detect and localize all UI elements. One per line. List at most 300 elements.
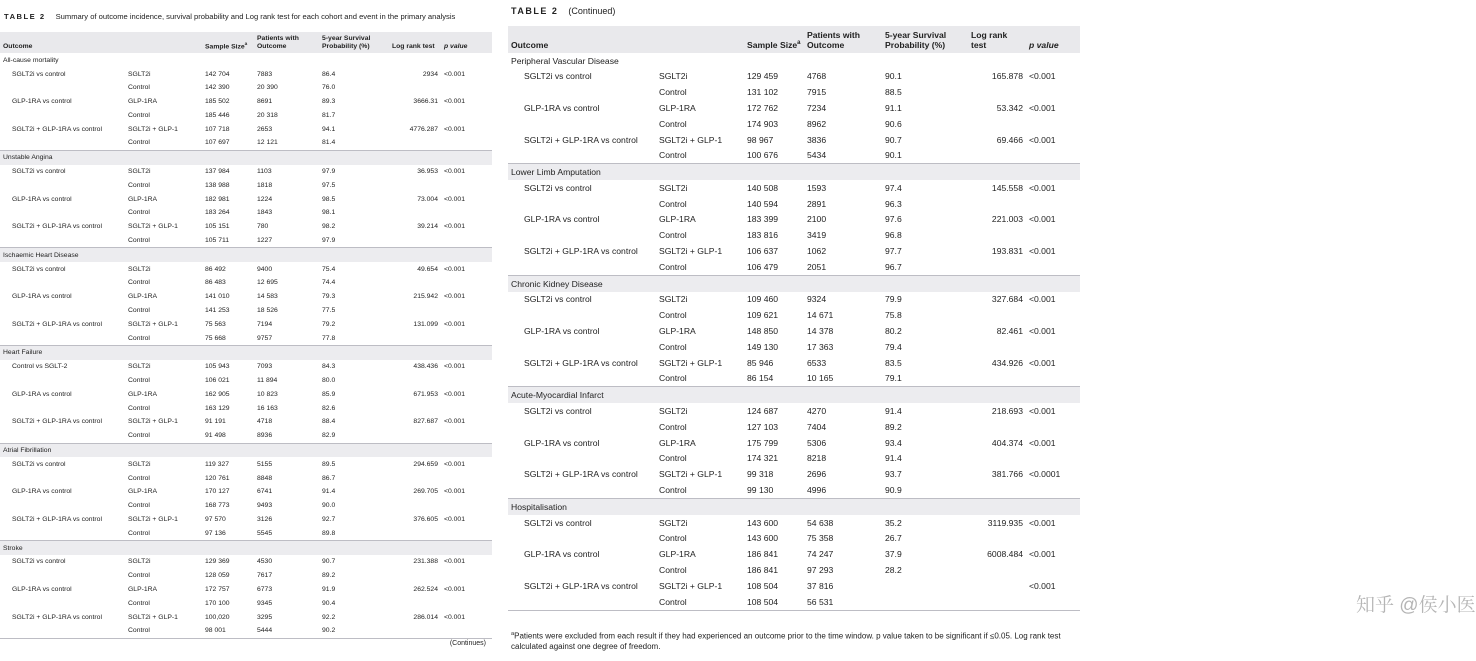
table-row — [508, 594, 1080, 610]
table-row — [0, 317, 492, 331]
table-caption — [511, 6, 1080, 26]
logrank-cell: 3666.31 — [413, 98, 438, 106]
logrank-cell: 2934 — [422, 70, 438, 78]
comparison-cell: GLP-1RA vs control — [12, 195, 72, 203]
cohort-cell: Control — [659, 310, 687, 321]
table-row — [0, 304, 492, 318]
logrank-cell — [968, 339, 1026, 355]
sample-size-cell: 172 757 — [205, 585, 230, 593]
pvalue-cell: <0.001 — [444, 223, 465, 231]
comparison-cell: SGLT2i + GLP-1RA vs control — [524, 134, 638, 145]
patients-cell: 9757 — [254, 331, 319, 345]
sample-size-cell: 141 253 — [205, 307, 230, 315]
table-row — [508, 84, 1080, 100]
table-row — [0, 136, 492, 150]
cohort-cell: SGLT2i — [659, 406, 688, 417]
logrank-cell: 53.342 — [996, 102, 1023, 113]
col-header-survival: 5-year Survival Probability (%) — [882, 26, 968, 53]
patients-cell: 6773 — [257, 585, 273, 593]
comparison-cell: SGLT2i vs control — [524, 517, 592, 528]
survival-cell: 79.9 — [885, 294, 902, 305]
sample-size-cell: 170 100 — [205, 599, 230, 607]
patients-cell: 10 823 — [257, 390, 278, 398]
table-row — [0, 331, 492, 345]
table-footnote: $^a$Patients were excluded from each result if they had experienced an outcome prior to the time window. p value taken to be significant if ≤0.05. Log rank test calculated against one degree of freedom. — [511, 631, 1061, 652]
table-row — [508, 116, 1080, 132]
survival-cell: 81.7 — [322, 111, 336, 119]
section-title: Lower Limb Amputation — [508, 164, 1080, 180]
sample-size-cell: 99 130 — [744, 482, 804, 498]
patients-cell: 8848 — [257, 474, 273, 482]
comparison-cell — [508, 84, 656, 100]
survival-cell: 90.4 — [322, 599, 336, 607]
comparison-cell — [508, 482, 656, 498]
table-row — [0, 583, 492, 597]
table-row — [0, 374, 492, 388]
cohort-cell: SGLT2i — [128, 168, 151, 176]
survival-cell: 89.5 — [322, 460, 336, 468]
sample-size-cell: 163 129 — [205, 404, 230, 412]
logrank-cell — [389, 569, 441, 583]
table-body — [508, 53, 1080, 610]
col-header-patients: Patients with Outcome — [804, 26, 882, 53]
pvalue-cell: <0.001 — [444, 460, 465, 468]
logrank-cell: 39.214 — [417, 223, 438, 231]
cohort-cell: Control — [659, 230, 687, 241]
logrank-cell — [389, 526, 441, 540]
patients-cell: 9493 — [257, 502, 273, 510]
cohort-cell: Control — [659, 421, 687, 432]
table-row — [0, 122, 492, 136]
survival-cell: 90.9 — [882, 482, 968, 498]
survival-cell: 37.9 — [885, 549, 902, 560]
cohort-cell: SGLT2i — [659, 71, 688, 82]
col-header-blank — [125, 32, 202, 53]
survival-cell: 90.6 — [885, 118, 902, 129]
logrank-cell — [968, 531, 1026, 547]
comparison-cell — [0, 206, 125, 220]
survival-cell: 35.2 — [885, 517, 902, 528]
table-row — [0, 429, 492, 443]
sample-size-cell: 143 600 — [747, 517, 779, 528]
cohort-cell: GLP-1RA — [659, 549, 696, 560]
sample-size-cell: 91 191 — [205, 418, 226, 426]
logrank-cell — [389, 499, 441, 513]
patients-cell: 3295 — [257, 613, 273, 621]
cohort-cell: SGLT2i + GLP-1 — [659, 469, 723, 480]
patients-cell: 14 671 — [807, 310, 834, 321]
survival-cell: 98.1 — [322, 209, 336, 217]
pvalue-cell — [441, 526, 492, 540]
sample-size-cell: 185 502 — [205, 98, 230, 106]
table-row — [508, 147, 1080, 163]
cohort-cell: Control — [659, 341, 687, 352]
cohort-cell: Control — [125, 624, 202, 638]
survival-cell: 80.0 — [322, 377, 336, 385]
survival-cell: 90.0 — [322, 502, 336, 510]
pvalue-cell: <0.001 — [1029, 71, 1056, 82]
comparison-cell — [0, 526, 125, 540]
patients-cell: 5306 — [807, 437, 827, 448]
table-header-row — [508, 26, 1080, 53]
cohort-cell: Control — [128, 404, 150, 412]
section-title: Acute-Myocardial Infarct — [508, 387, 1080, 403]
sample-size-cell: 75 668 — [202, 331, 254, 345]
patients-cell: 1103 — [257, 168, 272, 176]
sample-size-cell: 98 001 — [202, 624, 254, 638]
table-row — [508, 451, 1080, 467]
survival-cell: 93.4 — [885, 437, 902, 448]
logrank-cell — [968, 594, 1026, 610]
sample-size-cell: 162 905 — [205, 390, 230, 398]
sample-size-cell: 119 327 — [205, 460, 230, 468]
comparison-cell: GLP-1RA vs control — [524, 326, 600, 337]
logrank-cell: 438.436 — [413, 363, 438, 371]
cohort-cell: SGLT2i — [659, 294, 688, 305]
table-header-row — [0, 32, 492, 53]
survival-cell: 90.7 — [885, 134, 902, 145]
comparison-cell — [508, 227, 656, 243]
survival-cell: 91.4 — [885, 406, 902, 417]
logrank-cell: 73.004 — [417, 195, 438, 203]
comparison-cell — [508, 339, 656, 355]
comparison-cell — [508, 531, 656, 547]
logrank-cell: 6008.484 — [987, 549, 1023, 560]
table-row — [508, 100, 1080, 116]
logrank-cell — [968, 562, 1026, 578]
patients-cell: 8936 — [254, 429, 319, 443]
logrank-cell: 434.926 — [991, 357, 1023, 368]
sample-size-cell: 149 130 — [747, 341, 779, 352]
table-row — [0, 276, 492, 290]
table-row — [0, 499, 492, 513]
section-title: Hospitalisation — [508, 498, 1080, 514]
comparison-cell — [508, 307, 656, 323]
sample-size-cell: 129 459 — [747, 71, 779, 82]
comparison-cell: SGLT2i + GLP-1RA vs control — [12, 223, 102, 231]
table-row — [508, 371, 1080, 387]
cohort-cell: SGLT2i + GLP-1 — [128, 516, 178, 523]
table-row — [0, 165, 492, 179]
comparison-cell: SGLT2i vs control — [524, 294, 592, 305]
sample-size-cell: 142 704 — [205, 70, 230, 78]
sample-size-cell: 105 711 — [202, 234, 254, 248]
cohort-cell: GLP-1RA — [128, 98, 158, 106]
survival-cell: 28.2 — [885, 565, 902, 576]
sample-size-cell: 98 967 — [747, 134, 774, 145]
table-row — [508, 482, 1080, 498]
comparison-cell: SGLT2i + GLP-1RA vs control — [12, 613, 102, 621]
sample-size-cell: 100,020 — [205, 613, 230, 621]
patients-cell: 1224 — [257, 195, 273, 203]
pvalue-cell: <0.001 — [1029, 102, 1056, 113]
sample-size-cell: 97 570 — [205, 516, 226, 523]
section-header-row — [0, 443, 492, 457]
survival-cell: 77.8 — [319, 331, 389, 345]
logrank-cell: 231.388 — [413, 558, 438, 566]
pvalue-cell: <0.001 — [1029, 549, 1056, 560]
logrank-cell: 671.953 — [413, 390, 438, 398]
table-row — [0, 610, 492, 624]
cohort-cell: Control — [128, 572, 150, 580]
cohort-cell: Control — [656, 594, 744, 610]
sample-size-cell: 186 841 — [747, 565, 779, 576]
logrank-cell: 404.374 — [991, 437, 1023, 448]
sample-size-cell: 106 637 — [747, 246, 779, 257]
outcome-table — [0, 32, 492, 639]
sample-size-cell: 91 498 — [202, 429, 254, 443]
comparison-cell — [0, 429, 125, 443]
patients-cell: 6533 — [807, 357, 827, 368]
patients-cell: 97 293 — [807, 565, 834, 576]
pvalue-cell — [441, 624, 492, 638]
pvalue-cell — [1026, 419, 1080, 435]
continues-note: (Continues) — [449, 640, 486, 647]
patients-cell: 74 247 — [807, 549, 834, 560]
pvalue-cell — [1026, 259, 1080, 275]
survival-cell: 97.6 — [885, 214, 902, 225]
pvalue-cell — [1026, 84, 1080, 100]
survival-cell: 92.2 — [322, 613, 336, 621]
survival-cell: 77.5 — [322, 307, 336, 315]
logrank-cell: 269.705 — [413, 488, 438, 496]
pvalue-cell: <0.001 — [444, 293, 465, 301]
comparison-cell — [508, 562, 656, 578]
pvalue-cell: <0.001 — [444, 70, 465, 78]
survival-cell: 76.0 — [322, 84, 336, 92]
pvalue-cell: <0.001 — [444, 558, 465, 566]
logrank-cell: 294.659 — [413, 460, 438, 468]
pvalue-cell: <0.001 — [444, 613, 465, 621]
cohort-cell: SGLT2i — [659, 182, 688, 193]
patients-cell: 4996 — [804, 482, 882, 498]
table-row — [0, 192, 492, 206]
comparison-cell — [0, 136, 125, 150]
logrank-cell: 4776.287 — [409, 125, 438, 133]
logrank-cell: 145.558 — [991, 182, 1023, 193]
table-row — [0, 67, 492, 81]
cohort-cell: GLP-1RA — [659, 437, 696, 448]
pvalue-cell — [441, 206, 492, 220]
patients-cell: 9324 — [807, 294, 827, 305]
sample-size-cell: 86 483 — [205, 279, 226, 287]
logrank-cell — [389, 471, 441, 485]
logrank-cell — [389, 331, 441, 345]
table-row — [508, 259, 1080, 275]
comparison-cell: SGLT2i + GLP-1RA vs control — [524, 357, 638, 368]
cohort-cell: Control — [659, 198, 687, 209]
patients-cell: 8218 — [807, 453, 827, 464]
table-row — [0, 360, 492, 374]
table-row — [0, 401, 492, 415]
pvalue-cell — [1026, 371, 1080, 387]
sample-size-cell: 109 460 — [747, 294, 779, 305]
pvalue-cell — [441, 109, 492, 123]
patients-cell: 3836 — [807, 134, 827, 145]
pvalue-cell — [441, 81, 492, 95]
table-row — [508, 515, 1080, 531]
section-title: Ischaemic Heart Disease — [0, 248, 492, 262]
logrank-cell — [389, 304, 441, 318]
sample-size-cell: 137 984 — [205, 168, 230, 176]
logrank-cell — [968, 482, 1026, 498]
pvalue-cell — [441, 569, 492, 583]
pvalue-cell: <0.001 — [444, 516, 465, 523]
table-row — [508, 419, 1080, 435]
cohort-cell: Control — [659, 565, 687, 576]
comparison-cell — [0, 109, 125, 123]
patients-cell: 5444 — [254, 624, 319, 638]
comparison-cell: SGLT2i vs control — [12, 70, 66, 78]
table-row — [508, 531, 1080, 547]
survival-cell: 97.9 — [319, 234, 389, 248]
patients-cell: 12 695 — [257, 279, 278, 287]
sample-size-cell: 106 021 — [205, 377, 230, 385]
patients-cell: 37 816 — [807, 580, 834, 591]
comparison-cell: GLP-1RA vs control — [12, 390, 72, 398]
section-header-row — [508, 53, 1080, 69]
cohort-cell: Control — [128, 181, 150, 189]
survival-cell: 89.3 — [322, 98, 336, 106]
patients-cell: 17 363 — [807, 341, 834, 352]
table-row — [0, 485, 492, 499]
cohort-cell: Control — [128, 279, 150, 287]
cohort-cell: SGLT2i + GLP-1 — [659, 580, 723, 591]
cohort-cell: Control — [128, 502, 150, 510]
pvalue-cell — [1026, 147, 1080, 163]
survival-cell: 92.7 — [322, 516, 336, 523]
comparison-cell: GLP-1RA vs control — [524, 214, 600, 225]
outcome-table — [508, 26, 1080, 611]
comparison-cell — [0, 569, 125, 583]
patients-cell: 9400 — [257, 265, 273, 273]
table-row — [508, 403, 1080, 419]
sample-size-cell: 107 718 — [205, 125, 230, 133]
table-label: TABLE 2 — [511, 6, 559, 16]
cohort-cell: Control — [125, 429, 202, 443]
survival-cell: 88.4 — [322, 418, 336, 426]
sample-size-cell: 75 563 — [205, 320, 226, 328]
comparison-cell — [0, 81, 125, 95]
col-header-survival: 5-year Survival Probability (%) — [319, 32, 389, 53]
patients-cell: 8962 — [807, 118, 827, 129]
pvalue-cell: <0.001 — [1029, 294, 1056, 305]
sample-size-cell: 174 321 — [747, 453, 779, 464]
pvalue-cell: <0.001 — [444, 418, 465, 426]
patients-cell: 18 526 — [257, 307, 278, 315]
cohort-cell: Control — [659, 533, 687, 544]
patients-cell: 7617 — [257, 572, 273, 580]
comparison-cell — [508, 196, 656, 212]
survival-cell: 84.3 — [322, 363, 336, 371]
sample-size-cell: 141 010 — [205, 293, 230, 301]
pvalue-cell — [1026, 531, 1080, 547]
logrank-cell — [968, 259, 1026, 275]
cohort-cell: Control — [656, 147, 744, 163]
cohort-cell: GLP-1RA — [659, 102, 696, 113]
patients-cell: 5434 — [804, 147, 882, 163]
comparison-cell — [0, 624, 125, 638]
comparison-cell: SGLT2i + GLP-1RA vs control — [12, 125, 102, 133]
logrank-cell: 381.766 — [991, 469, 1023, 480]
pvalue-cell: <0.001 — [444, 125, 465, 133]
table-row — [508, 68, 1080, 84]
patients-cell: 4270 — [807, 406, 827, 417]
sample-size-cell: 183 816 — [747, 230, 779, 241]
logrank-cell: 131.099 — [413, 320, 438, 328]
pvalue-cell: <0.001 — [1029, 517, 1056, 528]
survival-cell: 79.3 — [322, 293, 336, 301]
pvalue-cell — [1026, 339, 1080, 355]
survival-cell: 91.4 — [885, 453, 902, 464]
patients-cell: 11 894 — [257, 377, 278, 385]
cohort-cell: Control — [125, 331, 202, 345]
pvalue-cell: <0.001 — [444, 320, 465, 328]
cohort-cell: SGLT2i + GLP-1 — [128, 418, 178, 426]
cohort-cell: Control — [656, 259, 744, 275]
pvalue-cell: <0.001 — [444, 168, 465, 176]
pvalue-cell: <0.001 — [444, 265, 465, 273]
cohort-cell: SGLT2i + GLP-1 — [659, 246, 723, 257]
comparison-cell: SGLT2i vs control — [524, 182, 592, 193]
cohort-cell: GLP-1RA — [128, 195, 158, 203]
pvalue-cell — [441, 178, 492, 192]
sample-size-cell: 86 492 — [205, 265, 226, 273]
comparison-cell — [508, 116, 656, 132]
cohort-cell: Control — [125, 526, 202, 540]
comparison-cell: GLP-1RA vs control — [12, 585, 72, 593]
survival-cell: 81.4 — [319, 136, 389, 150]
table-label: TABLE 2 — [4, 12, 46, 21]
survival-cell: 89.2 — [322, 572, 336, 580]
patients-cell: 75 358 — [807, 533, 834, 544]
pvalue-cell: <0.001 — [1029, 357, 1056, 368]
logrank-cell — [389, 624, 441, 638]
patients-cell: 1593 — [807, 182, 827, 193]
patients-cell: 1843 — [257, 209, 273, 217]
patients-cell: 20 318 — [257, 111, 278, 119]
section-title: Atrial Fibrillation — [0, 443, 492, 457]
comparison-cell: SGLT2i + GLP-1RA vs control — [524, 469, 638, 480]
table-row — [0, 95, 492, 109]
col-header-patients: Patients with Outcome — [254, 32, 319, 53]
table-row — [0, 387, 492, 401]
logrank-cell: 286.014 — [413, 613, 438, 621]
logrank-cell: 82.461 — [996, 326, 1023, 337]
survival-cell: 75.4 — [322, 265, 336, 273]
patients-cell: 14 583 — [257, 293, 278, 301]
table-row — [0, 220, 492, 234]
table-right-page — [508, 0, 1476, 652]
sample-size-cell: 108 504 — [744, 594, 804, 610]
comparison-cell — [0, 374, 125, 388]
table-row — [0, 624, 492, 638]
patients-cell: 56 531 — [804, 594, 882, 610]
comparison-cell — [508, 594, 656, 610]
cohort-cell: SGLT2i + GLP-1 — [128, 320, 178, 328]
survival-cell: 80.2 — [885, 326, 902, 337]
section-header-row — [0, 53, 492, 67]
patients-cell: 2891 — [807, 198, 827, 209]
table-row — [0, 206, 492, 220]
comparison-cell: SGLT2i vs control — [12, 265, 66, 273]
logrank-cell — [968, 371, 1026, 387]
sample-size-cell: 129 369 — [205, 558, 230, 566]
pvalue-cell: <0.001 — [444, 363, 465, 371]
survival-cell: 96.8 — [885, 230, 902, 241]
pvalue-cell — [1026, 307, 1080, 323]
table-row — [0, 178, 492, 192]
